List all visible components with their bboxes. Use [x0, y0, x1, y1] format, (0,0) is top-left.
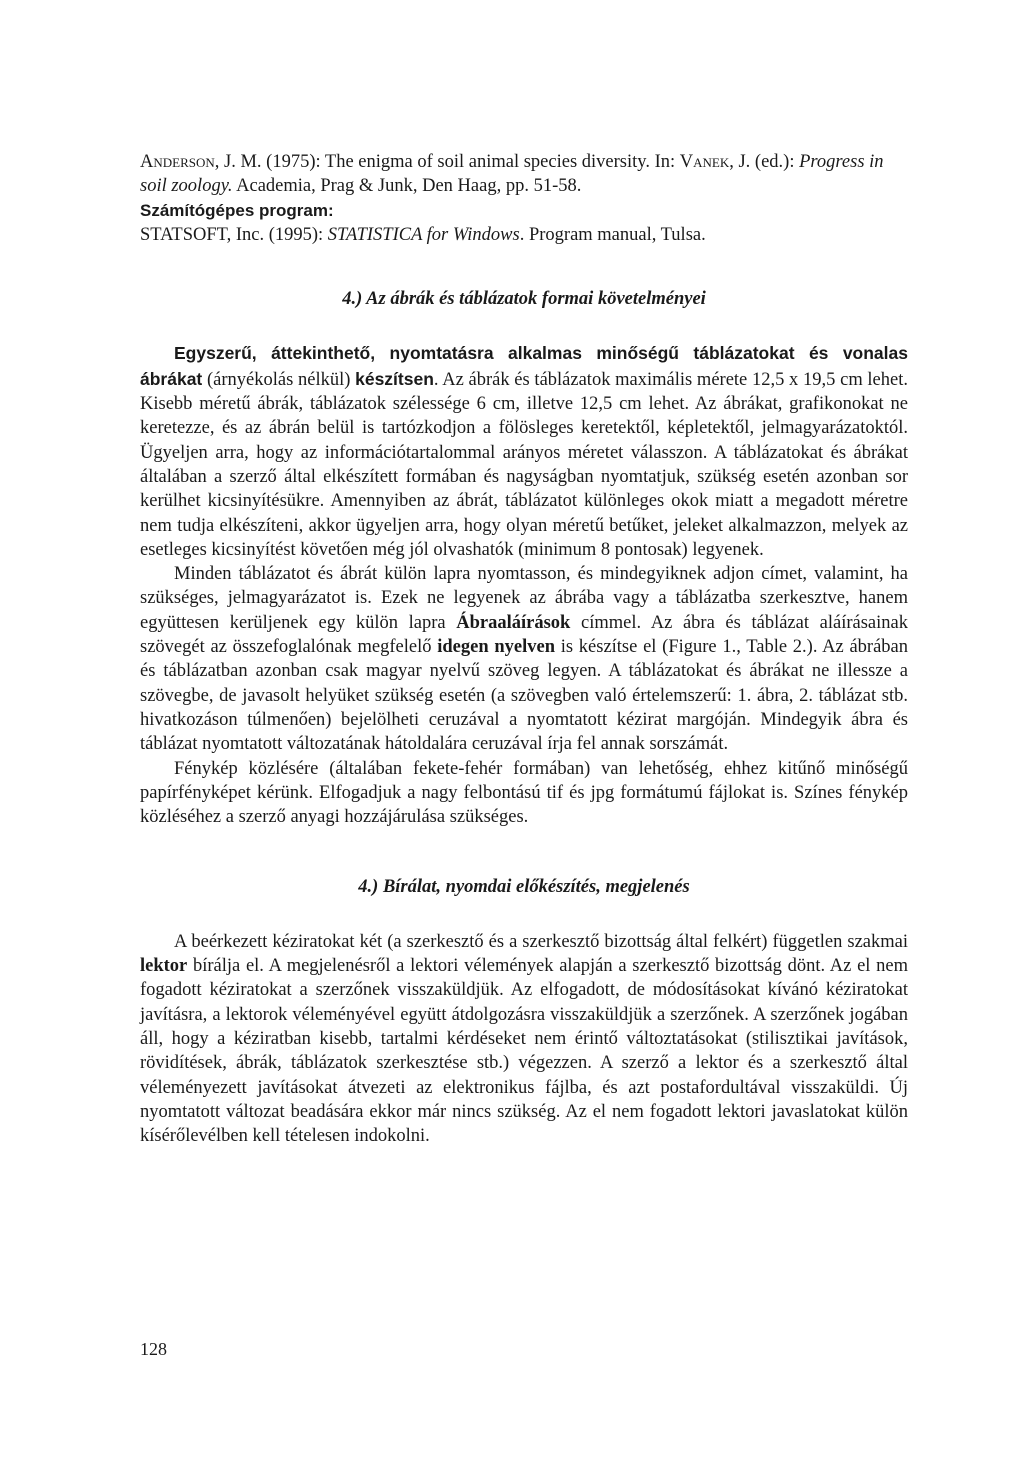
software-heading: Számítógépes program:: [140, 200, 334, 220]
bold-text: készítsen: [355, 368, 434, 389]
bold-text: lektor: [140, 956, 188, 977]
text: is készítse el (Figure 1., Table 2.). Az ábrában és táblázatban azonban csak magyar nyelvű szöveg legyen. A táblázatokat és ábrákat ne illessze a szövegbe, de javasolt helyüket szükség esetén (a szövegben való értelemszerű: 1. ábra, 2. táblázat stb. hivatkozáson túlmenően) bejelölheti ceruzával a nyomtatott kézirat margóján. Mindegyik ábra és táblázat nyomtatott változatának hátoldalára ceruzával írja fel annak sorszámát.: [140, 637, 908, 755]
paragraph: Fénykép közlésére (általában fekete-fehér formában) van lehetőség, ehhez kitűnő minőségű papírfényképet kérünk. Elfogadjuk a nagy felbontású tif és jpg formátumú fájlokat is. Színes fénykép közléséhez a szerző anyagi hozzájárulása szükséges.: [140, 758, 908, 828]
text: címmel. Az ábra és táblázat aláírásainak szövegét az összefoglalónak megfelelő: [140, 612, 908, 658]
reference-text: STATSOFT, Inc. (1995):: [140, 224, 328, 245]
reference-text: Academia, Prag & Junk, Den Haag, pp. 51-58.: [232, 176, 582, 197]
page-number: 128: [140, 1339, 167, 1359]
text: (árnyékolás nélkül): [202, 369, 356, 390]
bold-text: idegen nyelven: [437, 637, 555, 658]
paragraph: [140, 562, 908, 756]
reference-editor: Vanek: [679, 152, 730, 172]
reference-title: STATISTICA for Windows: [327, 224, 520, 245]
reference-text: , J. (ed.):: [729, 152, 800, 172]
section-heading-review: 4.) Bírálat, nyomdai előkészítés, megjelenés: [358, 877, 690, 898]
reference-statsoft: [140, 223, 908, 247]
paragraph: [140, 341, 908, 562]
text: . Az ábrák és táblázatok maximális mérete 12,5 x 19,5 cm lehet. Kisebb méretű ábrák, táblázatok szélessége 6 cm, illetve 12,5 cm lehet. Az ábrákat, grafikonokat ne keretezze, és az ábrán belül is tartózkodjon a fölösleges keretektől, képletektől, jelmagyarázatoktól. Ügyeljen arra, hogy az információtartalommal arányos méretet válasszon. A táblázatokat és ábrákat általában a szerző által elkészített formában és nagyságban nyomtatjuk, szükség esetén azonban sor kerülhet kicsinyítésükre. Amennyiben az ábrát, táblázatot különleges okok miatt a megadott méretre nem tudja elkészíteni, akkor ügyeljen arra, hogy olyan méretű betűket, jeleket alkalmazzon, melyek az esetleges kicsinyítést követően még jól olvashatók (minimum 8 pontosak) legyenek.: [140, 369, 908, 560]
reference-anderson: [140, 150, 908, 199]
bold-text: Ábraaláírások: [456, 612, 571, 633]
paragraph: [140, 930, 908, 1149]
section-heading-figures: 4.) Az ábrák és táblázatok formai követelményei: [342, 289, 706, 310]
document-page: [140, 150, 908, 1148]
bold-text: Egyszerű, áttekinthető, nyomtatásra alkalmas minőségű táblázatokat és vonalas ábrákat: [140, 343, 908, 389]
text: bírálja el. A megjelenésről a lektori vélemények alapján a szerkesztő bizottság dönt. Az el nem fogadott kéziratokat a szerzőnek visszaküldjük. Az elfogadott, de módosításokat kívánó kéziratokat javításra, a lektorok véleményével együtt átdolgozásra visszaküldjük a szerzőnek. A szerzőnek jogában áll, hogy a kéziratban kisebb, tartalmi kérdéseket nem érintő változtatásokat (stilisztikai javítások, rövidítések, ábrák, táblázatok szerkesztése stb.) végezzen. A szerző a lektor és a szerkesztő által véleményezett javításokat átvezeti az elektronikus fájlba, és azt postafordultával visszaküldi. Új nyomtatott változat beadására ekkor már nincs szükség. Az el nem fogadott lektori javaslatokat külön kísérőlevélben kell tételesen indokolni.: [140, 956, 908, 1147]
reference-text: . Program manual, Tulsa.: [519, 224, 706, 245]
reference-title: Progress in soil zoology.: [140, 152, 884, 197]
reference-text: , J. M. (1975): The enigma of soil animal species diversity. In:: [214, 152, 680, 172]
text: A beérkezett kéziratokat két (a szerkesztő és a szerkesztő bizottság által felkért) független szakmai: [174, 931, 908, 952]
reference-author: Anderson: [140, 152, 215, 172]
text: Minden táblázatot és ábrát külön lapra nyomtasson, és mindegyiknek adjon címet, valamint, ha szükséges, jelmagyarázatot is. Ezek ne legyenek az ábrába vagy a táblázatba szerkesztve, hanem együttesen kerüljenek egy külön lapra: [140, 564, 908, 633]
